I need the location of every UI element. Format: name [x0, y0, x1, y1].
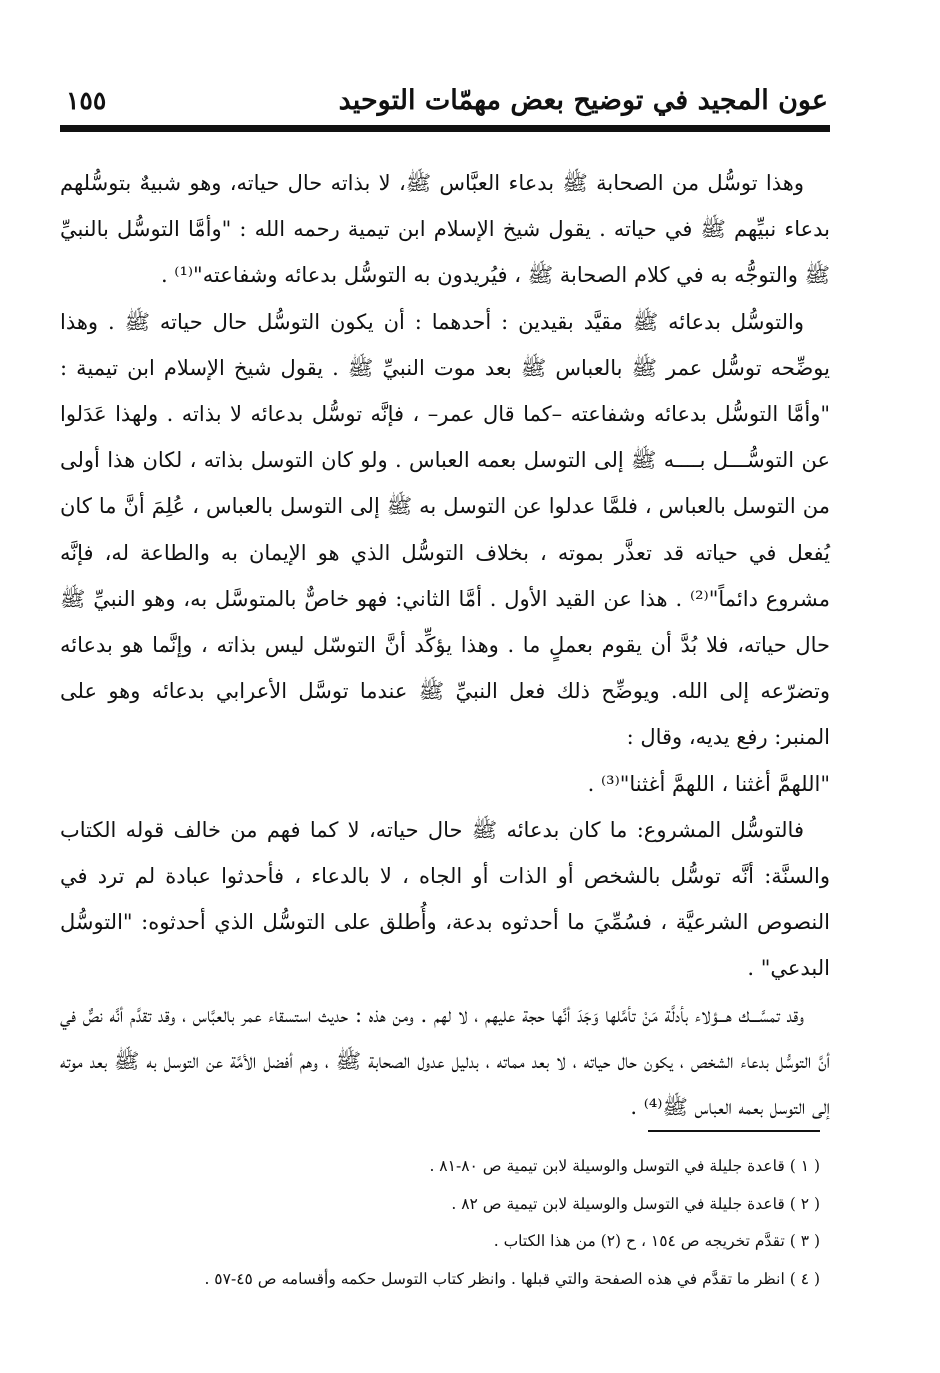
page-number: ١٥٥: [66, 86, 107, 115]
body-text: [60, 160, 830, 1130]
paragraph: والتوسُّل بدعائه ﷺ مقيَّد بقيدين : أحدهما : أن يكون التوسُّل حال حياته ﷺ . وهذا يوضِّحه توسُّل عمر ﷺ بالعباس ﷺ بعد موت النبيِّ ﷺ . يقول شيخ الإسلام ابن تيمية : "وأمَّا التوسُّل بدعائه وشفاعته –كما قال عمر– ، فإنَّه توسُّل بدعائه لا بذاته . ولهذا عَدَلوا عن التوسُّـــل بــــه ﷺ إلى التوسل بعمه العباس . ولو كان التوسل بذاته ، لكان هذا أولى من التوسل بالعباس ، فلمَّا عدلوا عن التوسل به ﷺ إلى التوسل بالعباس ، عُلِمَ أنَّ ما كان يُفعل في حياته قد تعذَّر بموته ، بخلاف التوسُّل الذي هو الإيمان به والطاعة له، فإنَّه مشروع دائماً"⁽²⁾ . هذا عن القيد الأول . أمَّا الثاني: فهو خاصٌّ بالمتوسَّل به، وهو النبيِّ ﷺ حال حياته، فلا بُدَّ أن يقوم بعملٍ ما . وهذا يؤكِّد أنَّ التوسّل ليس بذاته ، وإنَّما هو بدعائه وتضرّعه إلى الله. ويوضِّح ذلك فعل النبيِّ ﷺ عندما توسَّل الأعرابي بدعائه وهو على المنبر: رفع يديه، وقال :: [60, 309, 830, 750]
paragraph: وقد تمسَّـــك هـــؤلاء بأدلَّة مَنْ تأمَّلها وَجَدَ أنَّها حجة عليهم ، لا لهم . ومن هذه : حديث استسقاء عمر بالعبَّاس ، وقد تقدَّم أنَّه نصٌّ في أنَّ التوسُّل بدعاء الشخص ، يكون حال حياته ، لا بعد مماته ، بدليل عدول الصحابة ﷺ ، وهم أفضل الأمَّة عن التوسل به ﷺ بعد موته إلى التوسل بعمه العباس ﷺ⁽⁴⁾ .: [60, 1002, 830, 1120]
header-rule: [60, 125, 830, 132]
footnotes: [60, 1148, 820, 1298]
footnote: ( ١ ) قاعدة جليلة في التوسل والوسيلة لابن تيمية ص ٨٠-٨١ .: [429, 1157, 820, 1175]
footnote-separator: [648, 1130, 820, 1132]
footnote: ( ٤ ) انظر ما تقدَّم في هذه الصفحة والتي قبلها . وانظر كتاب التوسل حكمه وأقسامه ص ٤٥-٥٧ .: [204, 1269, 820, 1288]
footnote: ( ٢ ) قاعدة جليلة في التوسل والوسيلة لابن تيمية ص ٨٢ .: [451, 1194, 820, 1213]
paragraph: وهذا توسُّل من الصحابة ﷺ بدعاء العبَّاس ﷺ، لا بذاته حال حياته، وهو شبيهٌ بتوسُّلهم بدعاء نبيِّهم ﷺ في حياته . يقول شيخ الإسلام ابن تيمية رحمه الله : "وأمَّا التوسُّل بالنبيِّ ﷺ والتوجُّه به في كلام الصحابة ﷺ ، فيُريدون به التوسُّل بدعائه وشفاعته"⁽¹⁾ .: [60, 171, 830, 288]
running-header: [58, 80, 828, 122]
book-title: عون المجيد في توضيح بعض مهمّات التوحيد: [338, 85, 828, 116]
paragraph: فالتوسُّل المشروع: ما كان بدعائه ﷺ حال حياته، لا كما فهم من خالف قوله الكتاب والسنَّة: أنَّه توسُّل بالشخص أو الذات أو الجاه ، لا بالدعاء ، فأحدثوا عبادة لم ترد في النصوص الشرعيَّة ، فسُمِّيَ ما أحدثوه بدعة، وأُطلق على التوسُّل الذي أحدثوه: "التوسُّل البدعي" .: [60, 817, 830, 981]
footnote: ( ٣ ) تقدَّم تخريجه ص ١٥٤ ، ح (٢) من هذا الكتاب .: [493, 1232, 820, 1250]
hadith-quote: "اللهمَّ أغثنا ، اللهمَّ أغثنا"⁽³⁾ .: [587, 771, 830, 796]
